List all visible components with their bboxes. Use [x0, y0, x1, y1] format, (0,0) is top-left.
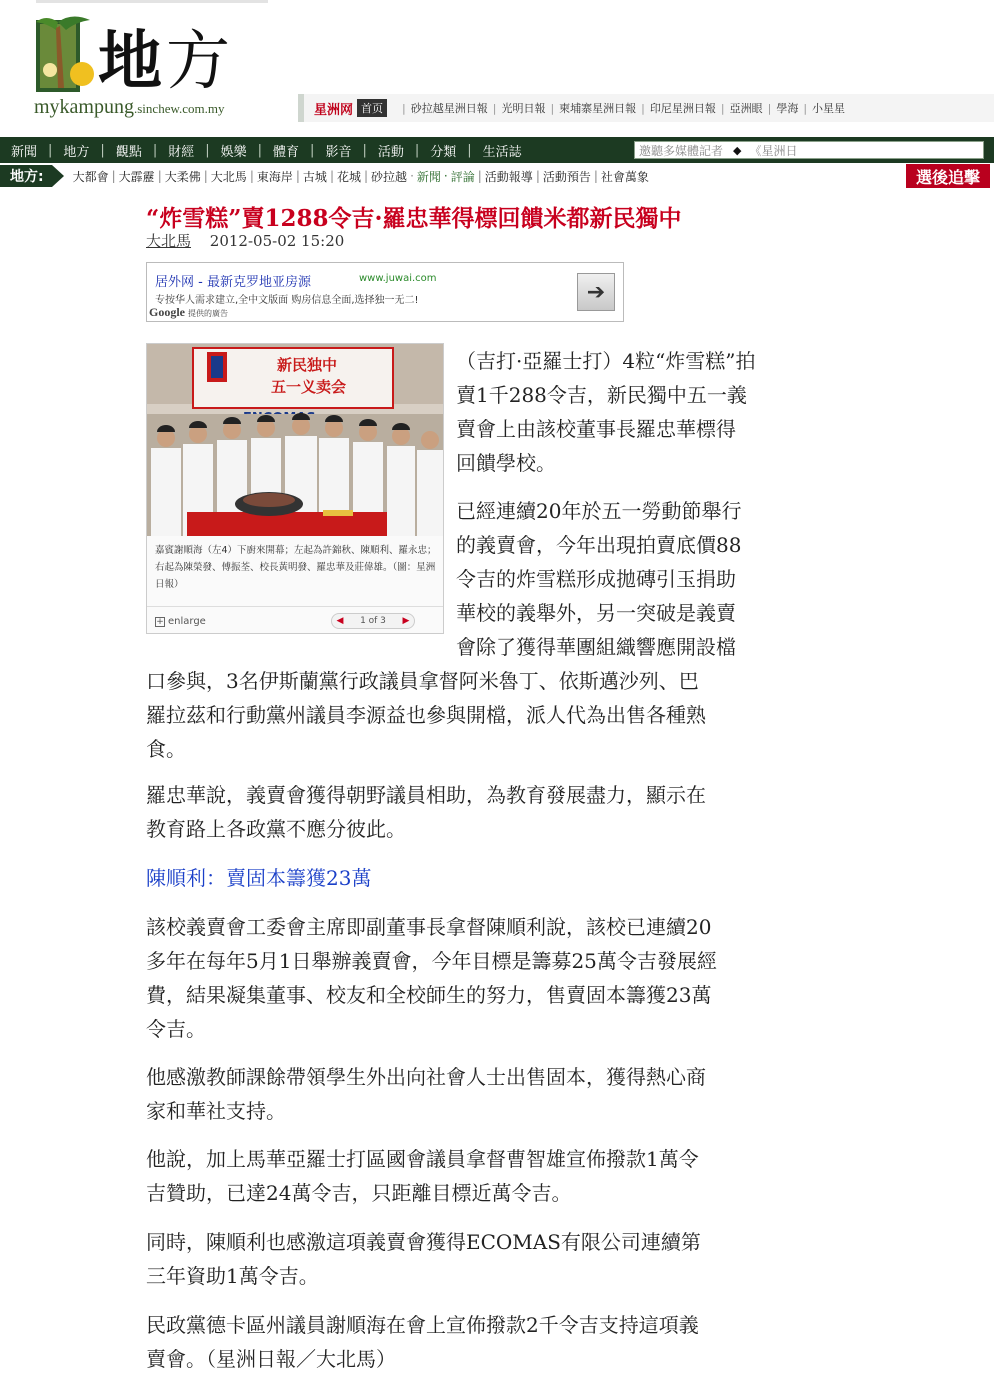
photo-controls — [147, 606, 443, 634]
kampung-logo-icon[interactable] — [36, 12, 94, 94]
article-meta — [146, 230, 344, 251]
arrow-right-icon — [52, 165, 64, 187]
top-divider — [36, 0, 268, 3]
nav-item-news[interactable]: 新聞 — [11, 144, 38, 160]
paragraph-3: 羅忠華說，義賣會獲得朝野議員相助，為教育發展盡力，顯示在 教育路上各政黨不應分彼此。 — [146, 783, 706, 841]
enlarge-button[interactable]: + enlarge — [156, 616, 206, 627]
photo-pager — [331, 613, 415, 629]
paragraph-4: 該校義賣會工委會主席即副董事長拿督陳順利說，該校已連續20 多年在每年5月1日舉辦義賣會，今年目標是籌募25萬令吉發展經 費，結果凝集董事、校友和全校師生的努力，售賣固本籌獲23萬 令吉。 — [146, 915, 717, 1041]
ad-title-link[interactable]: 居外网 - 最新克罗地亚房源 — [155, 275, 311, 290]
subnav-item-north[interactable]: 大北馬 — [210, 169, 247, 184]
nav-item-media[interactable]: 影音 — [325, 144, 352, 160]
ad-description: 专按华人需求建立,全中文版面 购房信息全面,选择独一无二! — [155, 295, 419, 306]
paragraph-2-wrap: 已經連續20年於五一勞動節舉行 的義賣會，今年出現拍賣底價88 令吉的炸雪糕形成拋磚引玉捐助 華校的義舉外，另一突破是義賣 會除了獲得華團組織響應開設檔 — [456, 499, 742, 659]
partner-bar: 星洲网 首页 | 砂拉越星洲日報 | 光明日報 | 柬埔寨星洲日報 | 印尼星洲日報 | 亞洲眼 | 學海 | 小星星 — [298, 94, 994, 122]
pager-count: 1 of 3 — [360, 616, 386, 626]
plus-icon: + — [156, 616, 164, 627]
paragraph-2-full: 口參與，3名伊斯蘭黨行政議員拿督阿米魯丁、依斯邁沙列、巴 羅拉茲和行動黨州議員李源益也參與開檔，派人代為出售各種熟 食。 — [146, 669, 706, 761]
subnav-item-sarawak[interactable]: 砂拉越 — [371, 169, 408, 184]
partner-link-little-star[interactable]: 小星星 — [812, 102, 846, 115]
ad-url[interactable]: www.juwai.com — [359, 273, 437, 284]
subnav-label: 地方: — [0, 165, 52, 187]
main-nav: 新聞 | 地方 | 觀點 | 財經 | 娛樂 | 體育 | 影音 | 活動 | 分類 | 生活誌 邀聽多媒體記者 ◆ 《星洲日 — [0, 137, 994, 163]
ticker-input[interactable] — [634, 141, 984, 159]
subnav-item-kl[interactable]: 大都會 — [72, 169, 109, 184]
subnav-item-society[interactable]: 社會萬象 — [600, 169, 649, 184]
sub-nav: 地方: 大都會 | 大霹靂 | 大柔佛 | 大北馬 | 東海岸 | 古城 | 花城 | 砂拉越 · 新聞 · 評論 | 活動報導 | 活動預告 | 社會萬象 選後追擊 — [0, 164, 994, 188]
subnav-item-east-coast[interactable]: 東海岸 — [256, 169, 293, 184]
subnav-item-perak[interactable]: 大霹靂 — [118, 169, 155, 184]
google-ad[interactable] — [146, 262, 624, 322]
subnav-item-johor[interactable]: 大柔佛 — [164, 169, 201, 184]
next-arrow-icon[interactable]: ▶ — [402, 616, 410, 626]
prev-arrow-icon[interactable]: ◀ — [336, 616, 344, 626]
sinchew-brand-link[interactable]: 星洲网 — [314, 102, 354, 118]
paragraph-6: 他說，加上馬華亞羅士打區國會議員拿督曹智雄宣佈撥款1萬令 吉贊助，已達24萬令吉，只距離目標近萬令吉。 — [146, 1147, 699, 1205]
election-follow-button[interactable]: 選後追擊 — [906, 164, 990, 188]
article-subhead: 陳順利：賣固本籌獲23萬 — [146, 866, 372, 890]
nav-item-classifieds[interactable]: 分類 — [430, 144, 457, 160]
article-datetime: 2012-05-02 15:20 — [209, 232, 345, 250]
nav-item-entertainment[interactable]: 娛樂 — [220, 144, 247, 160]
paragraph-5: 他感激教師課餘帶領學生外出向社會人士出售固本，獲得熱心商 家和華社支持。 — [146, 1065, 706, 1123]
google-ads-label: Google 提供的廣告 — [149, 305, 228, 319]
subnav-item-news[interactable]: 新聞 — [416, 169, 441, 184]
partner-link-sarawak[interactable]: 砂拉越星洲日報 — [410, 102, 488, 115]
banner-text-1: 新民独中 — [277, 356, 338, 374]
arrow-right-icon[interactable]: ➔ — [577, 273, 615, 311]
ticker-right-text: 《星洲日 — [749, 143, 798, 158]
diamond-icon: ◆ — [733, 143, 742, 157]
article-title: “炸雪糕”賣1288令吉·羅忠華得標回饋米都新民獨中 — [146, 205, 682, 232]
article-photo[interactable] — [147, 344, 443, 536]
nav-item-events[interactable]: 活動 — [377, 144, 404, 160]
nav-item-finance[interactable]: 財經 — [168, 144, 195, 160]
article-author-link[interactable]: 大北馬 — [146, 232, 192, 250]
logo-text: 地方 — [98, 25, 234, 99]
home-link[interactable]: 首页 — [357, 99, 387, 117]
subnav-item-event-previews[interactable]: 活動預告 — [542, 169, 591, 184]
nav-item-lifestyle[interactable]: 生活誌 — [482, 144, 522, 160]
logo-url[interactable]: mykampung.sinchew.com.my — [34, 96, 225, 118]
photo-caption: 嘉賓謝順海（左4）下廚來開幕；左起為許錦秋、陳順利、羅永忠；右起為陳榮發、傅振荃、校長黃明發、羅忠華及莊偉雄。（圖：星洲日報） — [155, 545, 437, 590]
subnav-item-event-reports[interactable]: 活動報導 — [484, 169, 533, 184]
nav-item-sports[interactable]: 體育 — [273, 144, 300, 160]
banner-text-2: 五一义卖会 — [271, 378, 347, 396]
photo-gallery — [146, 343, 444, 634]
partner-link-indonesia[interactable]: 印尼星洲日報 — [649, 102, 716, 115]
partner-link-cambodia[interactable]: 柬埔寨星洲日報 — [559, 102, 637, 115]
ticker-left-text: 邀聽多媒體記者 — [639, 143, 724, 158]
partner-link-xuehai[interactable]: 學海 — [776, 102, 799, 115]
site-header — [0, 0, 994, 134]
nav-item-opinion[interactable]: 觀點 — [115, 144, 142, 160]
subnav-item-penang[interactable]: 花城 — [336, 169, 361, 184]
nav-item-local[interactable]: 地方 — [63, 144, 90, 160]
paragraph-1: （吉打·亞羅士打）4粒“炸雪糕”拍 賣1千288令吉，新民獨中五一義 賣會上由該校董事長羅忠華標得 回饋學校。 — [456, 349, 756, 475]
subnav-item-melaka[interactable]: 古城 — [302, 169, 327, 184]
partner-link-asia-eye[interactable]: 亞洲眼 — [729, 102, 763, 115]
paragraph-7: 同時，陳順利也感激這項義賣會獲得ECOMAS有限公司連續第 三年資助1萬令吉。 — [146, 1230, 701, 1288]
partner-link-guangming[interactable]: 光明日報 — [501, 102, 546, 115]
paragraph-8: 民政黨德卡區州議員謝順海在會上宣佈撥款2千令吉支持這項義 賣會。（星洲日報／大北馬） — [146, 1313, 699, 1371]
subnav-item-commentary[interactable]: 評論 — [450, 169, 475, 184]
